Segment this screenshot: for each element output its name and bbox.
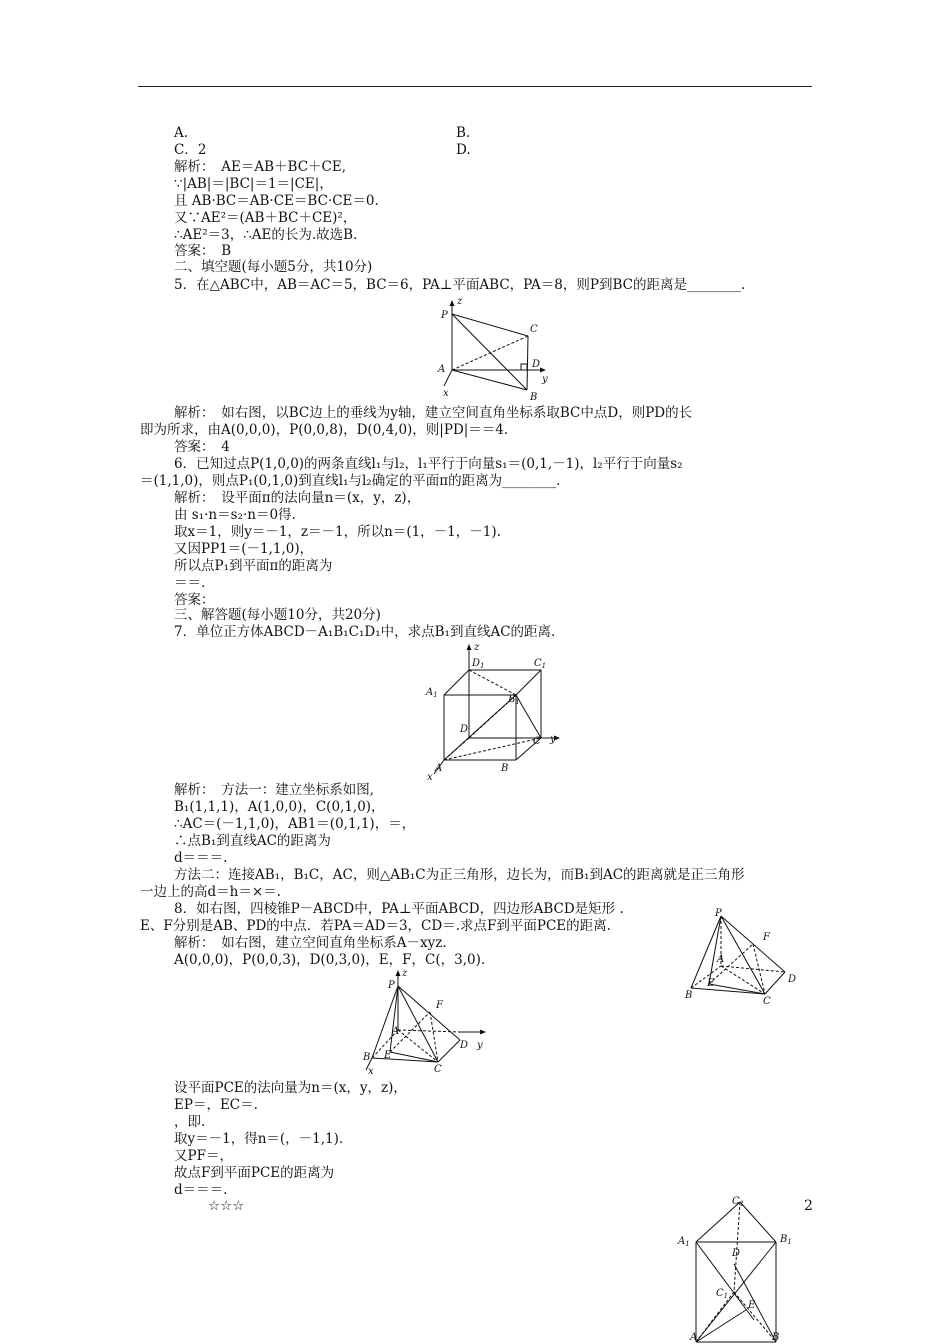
text-line-l06: ∵|AB|＝|BC|＝1＝|CE|， bbox=[174, 176, 333, 192]
fig5-label-C1: $C_1$ bbox=[732, 1196, 745, 1208]
text-line-l03: C．2 bbox=[174, 142, 207, 158]
text-line-l10: 答案： B bbox=[174, 243, 232, 259]
fig2-label-A1: $A_1$ bbox=[426, 687, 438, 699]
fig5-label-B: B bbox=[772, 1332, 780, 1343]
text-line-l31: d＝＝＝. bbox=[174, 850, 228, 866]
fig3-label-A: A bbox=[717, 954, 725, 965]
fig5-label-D: D bbox=[732, 1248, 741, 1259]
text-line-l21: 又因PP1＝(－1,1,0)， bbox=[174, 541, 314, 557]
text-line-l04: D. bbox=[456, 142, 471, 158]
text-line-l30: ∴点B₁到直线AC的距离为 bbox=[174, 833, 331, 849]
figure-prism bbox=[676, 1192, 800, 1344]
fig3-label-E: E bbox=[707, 978, 715, 989]
fig1-label-B: B bbox=[530, 392, 538, 402]
figure-problem-8-right bbox=[683, 906, 801, 1006]
fig2-label-z: z bbox=[474, 642, 480, 653]
fig2-label-C1: $C_1$ bbox=[534, 658, 547, 670]
fig4-label-F: F bbox=[436, 1000, 443, 1011]
fig2-label-B1: $B_1$ bbox=[508, 694, 520, 706]
text-line-l16: 6．已知过点P(1,0,0)的两条直线l₁与l₂，l₁平行于向量s₁＝(0,1,－1)，l₂平行于向量s₂ bbox=[174, 456, 683, 472]
text-line-l07: 且 AB·BC＝AB·CE＝BC·CE＝0. bbox=[174, 193, 379, 209]
fig5-label-A: A bbox=[690, 1332, 698, 1343]
fig4-label-B: B bbox=[363, 1052, 371, 1063]
fig4-label-C: C bbox=[434, 1064, 442, 1075]
fig1-label-D: D bbox=[532, 359, 541, 370]
header-rule bbox=[138, 86, 812, 87]
text-line-l26: 7．单位正方体ABCD－A₁B₁C₁D₁中，求点B₁到直线AC的距离. bbox=[174, 624, 556, 640]
fig1-label-y: y bbox=[542, 374, 548, 385]
text-line-l45: ☆☆☆ bbox=[208, 1198, 245, 1214]
fig2-label-A: A bbox=[435, 763, 443, 774]
text-line-l40: ，即. bbox=[174, 1114, 206, 1130]
text-line-l08: 又∵AE²＝(AB＋BC＋CE)²， bbox=[174, 210, 357, 226]
fig1-label-x: x bbox=[443, 388, 449, 399]
text-line-l14: 即为所求，由A(0,0,0)，P(0,0,8)，D(0,4,0)，则|PD|＝＝4. bbox=[140, 422, 509, 438]
text-line-l17: ＝(1,1,0)，则点P₁(0,1,0)到直线l₁与l₂确定的平面π的距离为________. bbox=[140, 473, 561, 489]
text-line-l41: 取y＝－1，得n＝(，－1,1). bbox=[174, 1131, 344, 1147]
text-line-l15: 答案： 4 bbox=[174, 439, 230, 455]
text-line-l38: 设平面PCE的法向量为n＝(x，y，z)， bbox=[174, 1080, 407, 1096]
page-number: 2 bbox=[804, 1198, 813, 1214]
text-line-l18: 解析： 设平面π的法向量n＝(x，y，z)， bbox=[174, 490, 421, 506]
text-line-l24: 答案： bbox=[174, 592, 215, 608]
fig2-label-y: y bbox=[550, 734, 556, 745]
text-line-l36: 解析： 如右图，建立空间直角坐标系A－xyz. bbox=[174, 935, 447, 951]
fig4-label-D: D bbox=[460, 1040, 469, 1051]
text-line-l22: 所以点P₁到平面π的距离为 bbox=[174, 558, 333, 574]
figure-problem-5 bbox=[430, 294, 560, 402]
text-line-l19: 由 s₁·n＝s₂·n＝0得. bbox=[174, 507, 296, 523]
text-line-l34: 8．如右图，四棱锥P－ABCD中，PA⊥平面ABCD，四边形ABCD是矩形 . bbox=[174, 901, 624, 917]
fig2-label-x: x bbox=[427, 772, 433, 782]
fig3-label-D: D bbox=[788, 974, 797, 985]
text-line-l09: ∴AE²＝3，∴AE的长为.故选B. bbox=[174, 227, 358, 243]
text-line-l42: 又PF＝， bbox=[174, 1148, 233, 1164]
fig5-label-E: E bbox=[748, 1300, 756, 1311]
text-line-l25: 三、解答题(每小题10分，共20分) bbox=[174, 607, 381, 623]
text-line-l29: ∴AC＝(－1,1,0)，AB1＝(0,1,1)，＝， bbox=[174, 816, 416, 832]
fig2-label-B: B bbox=[501, 763, 509, 774]
text-line-l12: 5．在△ABC中，AB＝AC＝5，BC＝6，PA⊥平面ABC，PA＝8，则P到BC的距离是________. bbox=[174, 277, 746, 293]
fig1-label-A: A bbox=[438, 364, 446, 375]
fig1-label-C: C bbox=[530, 324, 538, 335]
text-line-l23: ＝＝. bbox=[174, 575, 206, 591]
fig4-label-z: z bbox=[402, 968, 408, 979]
fig3-label-F: F bbox=[763, 932, 770, 943]
fig5-label-A1: $A_1$ bbox=[678, 1236, 690, 1248]
fig4-label-E: E bbox=[384, 1050, 392, 1061]
figure-problem-8-solution bbox=[360, 966, 490, 1078]
text-line-l43: 故点F到平面PCE的距离为 bbox=[174, 1165, 335, 1181]
fig4-label-P: P bbox=[388, 980, 395, 991]
fig2-label-D1: $D_1$ bbox=[472, 658, 485, 670]
fig2-label-C: C bbox=[533, 736, 541, 747]
fig1-label-P: P bbox=[441, 310, 448, 321]
text-line-l02: B. bbox=[456, 125, 471, 141]
text-line-l11: 二、填空题(每小题5分，共10分) bbox=[174, 259, 373, 275]
text-line-l35: E、F分别是AB、PD的中点．若PA＝AD＝3，CD＝.求点F到平面PCE的距离. bbox=[140, 918, 611, 934]
fig5-label-C: $C_1$ bbox=[716, 1288, 729, 1300]
text-line-l32: 方法二：连接AB₁，B₁C，AC，则△AB₁C为正三角形，边长为，而B₁到AC的距离就是正三角形 bbox=[174, 867, 745, 883]
text-line-l05: 解析： AE＝AB＋BC＋CE, bbox=[174, 159, 346, 175]
fig5-label-B1: $B_1$ bbox=[780, 1234, 792, 1246]
text-line-l37: A(0,0,0)，P(0,0,3)，D(0,3,0)，E，F，C(，3,0). bbox=[174, 952, 486, 968]
text-line-l44: d＝＝＝. bbox=[174, 1182, 228, 1198]
text-line-l01: A. bbox=[174, 125, 189, 141]
fig3-label-P: P bbox=[715, 908, 722, 919]
fig4-label-A: A bbox=[392, 1026, 400, 1037]
text-line-l20: 取x＝1，则y＝－1，z＝－1，所以n＝(1，－1，－1). bbox=[174, 524, 501, 540]
fig4-label-x: x bbox=[368, 1066, 374, 1077]
text-line-l27: 解析： 方法一：建立坐标系如图, bbox=[174, 782, 375, 798]
text-line-l39: EP＝，EC＝. bbox=[174, 1097, 258, 1113]
text-line-l33: 一边上的高d＝h＝×＝. bbox=[140, 884, 281, 900]
fig3-label-C: C bbox=[763, 996, 771, 1006]
fig4-label-y: y bbox=[477, 1040, 483, 1051]
text-line-l28: B₁(1,1,1)，A(1,0,0)，C(0,1,0)， bbox=[174, 799, 385, 815]
fig2-label-D: D bbox=[460, 724, 469, 735]
text-line-l13: 解析： 如右图，以BC边上的垂线为y轴，建立空间直角坐标系取BC中点D，则PD的长 bbox=[174, 405, 693, 421]
fig3-label-B: B bbox=[685, 990, 693, 1001]
fig1-label-z: z bbox=[457, 296, 463, 307]
figure-problem-7 bbox=[422, 640, 568, 782]
